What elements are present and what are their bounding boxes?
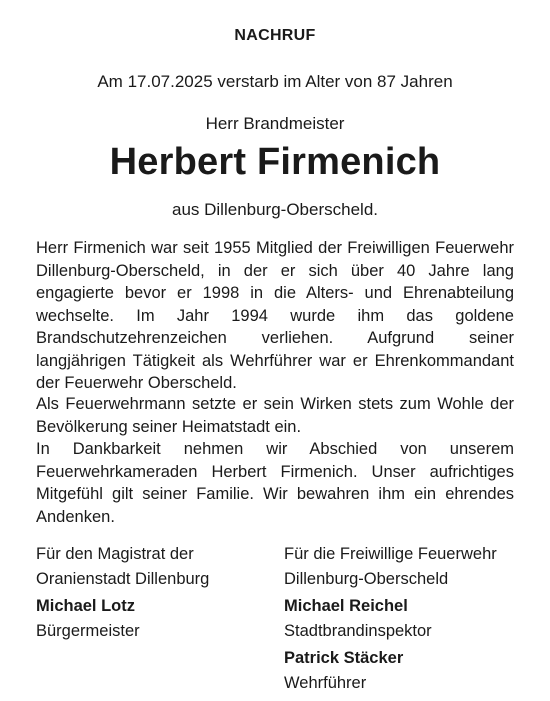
signatory-title: Bürgermeister [36, 621, 140, 640]
signatory-name: Michael Lotz [36, 597, 136, 615]
signature-org-line: Oranienstadt Dillenburg [36, 569, 210, 588]
deceased-origin: aus Dillenburg-Oberscheld. [172, 200, 378, 219]
paragraph-service: Als Feuerwehrmann setzte er sein Wirken stets zum Wohle der Bevölkerung seiner Heimatstadt ein. [36, 395, 514, 436]
signature-block-magistrate [36, 542, 266, 643]
deceased-name: Herbert Firmenich [109, 141, 441, 183]
signature-org-line: Für den Magistrat der [36, 545, 194, 563]
notice-heading: NACHRUF [234, 27, 316, 44]
signatory-name: Michael Reichel [284, 597, 408, 615]
death-date-line: Am 17.07.2025 verstarb im Alter von 87 Jahren [97, 72, 453, 91]
signature-org-line: Für die Freiwillige Feuerwehr [284, 545, 497, 563]
signature-block-fire-brigade [284, 542, 524, 695]
signatory-name: Patrick Stäcker [284, 649, 404, 667]
paragraph-farewell: In Dankbarkeit nehmen wir Abschied von unserem Feuerwehrkameraden Herbert Firmenich. Unser aufrichtiges Mitgefühl gilt seiner Familie. Wir bewahren ihm ein ehrendes Andenken. [36, 440, 514, 526]
signatory-title: Wehrführer [284, 673, 367, 692]
signature-org-line: Dillenburg-Oberscheld [284, 569, 449, 588]
deceased-rank: Herr Brandmeister [205, 114, 345, 133]
signatory-title: Stadtbrandinspektor [284, 621, 432, 640]
paragraph-biography: Herr Firmenich war seit 1955 Mitglied der Freiwilligen Feuerwehr Dillenburg-Oberscheld, in der er sich über 40 Jahre lang engagierte bevor er 1998 in die Alters- und Ehrenabteilung wechselte. Im Jahr 1994 wurde ihm das goldene Brandschutzehrenzeichen verliehen. Aufgrund seiner langjährigen Tätigkeit als Wehrführer war er Ehrenkommandant der Feuerwehr Oberscheld. [36, 239, 514, 392]
